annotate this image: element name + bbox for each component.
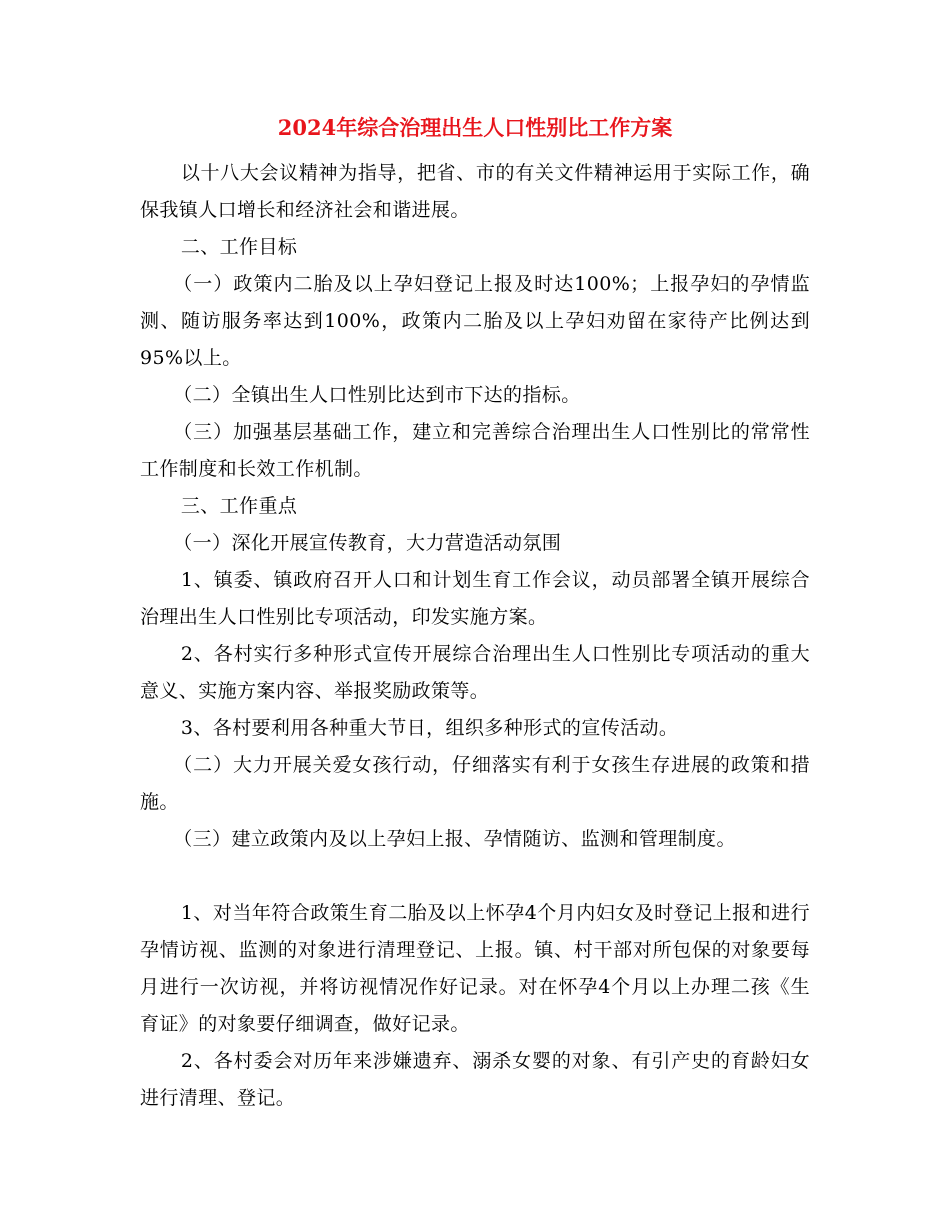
paragraph-goal-1: （一）政策内二胎及以上孕妇登记上报及时达100%；上报孕妇的孕情监测、随访服务率达到100%，政策内二胎及以上孕妇劝留在家待产比例达到95%以上。	[140, 273, 810, 369]
subsection-heading-publicity: （一）深化开展宣传教育，大力营造活动氛围	[173, 532, 562, 554]
section-heading-focus: 三、工作重点	[180, 495, 298, 517]
document-title: 2024年综合治理出生人口性别比工作方案	[277, 115, 673, 140]
paragraph-publicity-3: 3、各村要利用各种重大节日，组织多种形式的宣传活动。	[180, 717, 679, 739]
paragraph-reporting-1: 1、对当年符合政策生育二胎及以上怀孕4个月内妇女及时登记上报和进行孕情访视、监测的对象进行清理登记、上报。镇、村干部对所包保的对象要每月进行一次访视，并将访视情况作好记录。对在怀孕4个月以上办理二孩《生育证》的对象要仔细调查，做好记录。	[140, 902, 810, 1035]
paragraph-goal-2: （二）全镇出生人口性别比达到市下达的指标。	[173, 384, 581, 406]
paragraph-publicity-2: 2、各村实行多种形式宣传开展综合治理出生人口性别比专项活动的重大意义、实施方案内容、举报奖励政策等。	[140, 643, 810, 702]
paragraph-guiding-spirit: 以十八大会议精神为指导，把省、市的有关文件精神运用于实际工作，确保我镇人口增长和经济社会和谐进展。	[140, 162, 810, 221]
paragraph-spacer	[140, 858, 810, 895]
subsection-heading-reporting-system: （三）建立政策内及以上孕妇上报、孕情随访、监测和管理制度。	[173, 828, 736, 850]
document-body	[140, 155, 810, 1117]
paragraph-publicity-1: 1、镇委、镇政府召开人口和计划生育工作会议，动员部署全镇开展综合治理出生人口性别比专项活动，印发实施方案。	[140, 569, 810, 628]
paragraph-goal-3: （三）加强基层基础工作，建立和完善综合治理出生人口性别比的常常性工作制度和长效工作机制。	[140, 421, 810, 480]
subsection-heading-care-girls: （二）大力开展关爱女孩行动，仔细落实有利于女孩生存进展的政策和措施。	[140, 754, 810, 813]
paragraph-reporting-2: 2、各村委会对历年来涉嫌遗弃、溺杀女婴的对象、有引产史的育龄妇女进行清理、登记。	[140, 1050, 810, 1109]
section-heading-goals: 二、工作目标	[180, 236, 298, 258]
